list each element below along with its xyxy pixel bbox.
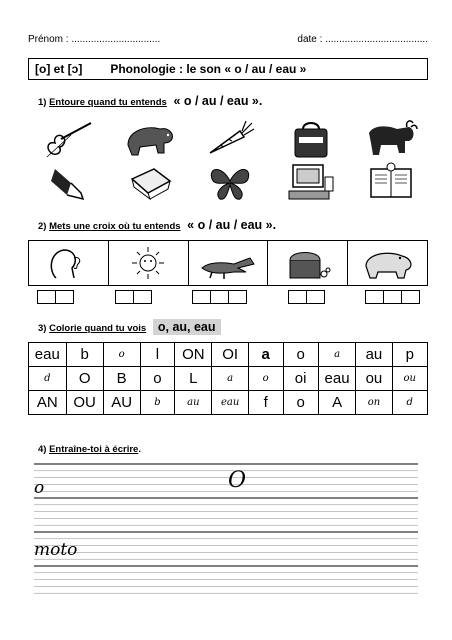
coloring-cell[interactable]: AN	[29, 391, 67, 415]
computer-picture[interactable]	[282, 160, 340, 204]
crocodile-picture[interactable]	[189, 241, 269, 285]
answer-box[interactable]	[288, 290, 307, 304]
section1-instruction	[38, 94, 262, 108]
coloring-grid	[28, 342, 428, 415]
section1-text: Entoure quand tu entends	[49, 97, 167, 108]
coloring-cell[interactable]: d	[392, 391, 428, 415]
section1-row2	[40, 160, 420, 204]
coloring-cell[interactable]: a	[318, 343, 356, 367]
sounds-label: [o] et [ɔ]	[35, 62, 83, 76]
answer-box-group	[116, 290, 152, 304]
section4-instruction	[38, 444, 141, 455]
coloring-cell[interactable]: on	[356, 391, 392, 415]
header	[28, 34, 428, 45]
ear-picture[interactable]	[29, 241, 109, 285]
violin-picture[interactable]	[40, 116, 98, 160]
coloring-cell[interactable]: p	[392, 343, 428, 367]
coloring-cell[interactable]: AU	[103, 391, 140, 415]
answer-box[interactable]	[401, 290, 420, 304]
section2-target: « o / au / eau ».	[187, 218, 277, 232]
section2-number: 2)	[38, 221, 47, 232]
answer-box-group	[289, 290, 325, 304]
coloring-cell[interactable]: ou	[356, 367, 392, 391]
coloring-cell[interactable]: OI	[212, 343, 248, 367]
coloring-cell[interactable]: o	[103, 343, 140, 367]
writing-start-o: o	[34, 478, 45, 498]
section4-suffix: .	[138, 444, 141, 455]
carrot-picture[interactable]	[201, 116, 259, 160]
section2-picture-grid	[28, 240, 428, 286]
answer-box-group	[366, 290, 420, 304]
section1-target: « o / au / eau ».	[173, 94, 263, 108]
section4-number: 4)	[38, 444, 47, 455]
answer-box[interactable]	[210, 290, 229, 304]
sun-picture[interactable]	[109, 241, 189, 285]
answer-box[interactable]	[115, 290, 134, 304]
answer-box-group	[38, 290, 74, 304]
hippo-picture[interactable]	[348, 241, 427, 285]
section1-number: 1)	[38, 97, 47, 108]
coloring-row	[29, 391, 428, 415]
writing-start-moto: moto	[34, 540, 78, 560]
butterfly-picture[interactable]	[201, 160, 259, 204]
answer-box[interactable]	[365, 290, 384, 304]
bear-picture[interactable]	[121, 116, 179, 160]
answer-box[interactable]	[228, 290, 247, 304]
coloring-cell[interactable]: au	[175, 391, 212, 415]
answer-box-group	[193, 290, 247, 304]
coloring-cell[interactable]: au	[356, 343, 392, 367]
answer-box[interactable]	[37, 290, 56, 304]
coloring-cell[interactable]: b	[66, 343, 103, 367]
coloring-cell[interactable]: o	[283, 391, 318, 415]
writing-lines[interactable]	[34, 460, 418, 600]
section2-text: Mets une croix où tu entends	[49, 221, 181, 232]
coloring-cell[interactable]: a	[248, 343, 283, 367]
section2-instruction	[38, 218, 276, 232]
section1-row1	[40, 116, 420, 160]
section3-target: o, au, eau	[153, 319, 221, 335]
answer-box[interactable]	[133, 290, 152, 304]
coloring-cell[interactable]: L	[175, 367, 212, 391]
beach-chair-picture[interactable]	[40, 160, 98, 204]
date-field[interactable]: date : .....................................	[297, 34, 428, 45]
coloring-cell[interactable]: o	[140, 367, 175, 391]
coloring-cell[interactable]: OU	[66, 391, 103, 415]
coloring-cell[interactable]: f	[248, 391, 283, 415]
title-box	[28, 58, 428, 80]
coloring-cell[interactable]: d	[29, 367, 67, 391]
coloring-cell[interactable]: O	[66, 367, 103, 391]
bull-picture[interactable]	[362, 116, 420, 160]
coloring-cell[interactable]: B	[103, 367, 140, 391]
coloring-cell[interactable]: o	[283, 343, 318, 367]
schoolbag-picture[interactable]	[282, 116, 340, 160]
coloring-cell[interactable]: A	[318, 391, 356, 415]
answer-box[interactable]	[306, 290, 325, 304]
coloring-cell[interactable]: ON	[175, 343, 212, 367]
section2-answer-boxes	[38, 290, 420, 304]
writing-model-o: O	[228, 468, 247, 493]
coloring-cell[interactable]: b	[140, 391, 175, 415]
prenom-field[interactable]: Prénom : ................................	[28, 34, 161, 45]
answer-box[interactable]	[192, 290, 211, 304]
phonology-title: Phonologie : le son « o / au / eau »	[110, 62, 307, 76]
coloring-row	[29, 367, 428, 391]
section3-number: 3)	[38, 323, 47, 334]
section3-text: Colorie quand tu vois	[49, 323, 147, 334]
answer-box[interactable]	[55, 290, 74, 304]
cushion-picture[interactable]	[121, 160, 179, 204]
section3-instruction	[38, 320, 221, 334]
coloring-cell[interactable]: eau	[318, 367, 356, 391]
coloring-row	[29, 343, 428, 367]
coloring-cell[interactable]: eau	[212, 391, 248, 415]
answer-box[interactable]	[383, 290, 402, 304]
newspaper-reader-picture[interactable]	[362, 160, 420, 204]
coloring-cell[interactable]: o	[248, 367, 283, 391]
treasure-chest-picture[interactable]	[268, 241, 348, 285]
coloring-cell[interactable]: ou	[392, 367, 428, 391]
section4-text: Entraîne-toi à écrire	[49, 444, 139, 455]
coloring-cell[interactable]: eau	[29, 343, 67, 367]
coloring-cell[interactable]: l	[140, 343, 175, 367]
coloring-cell[interactable]: a	[212, 367, 248, 391]
coloring-cell[interactable]: oi	[283, 367, 318, 391]
